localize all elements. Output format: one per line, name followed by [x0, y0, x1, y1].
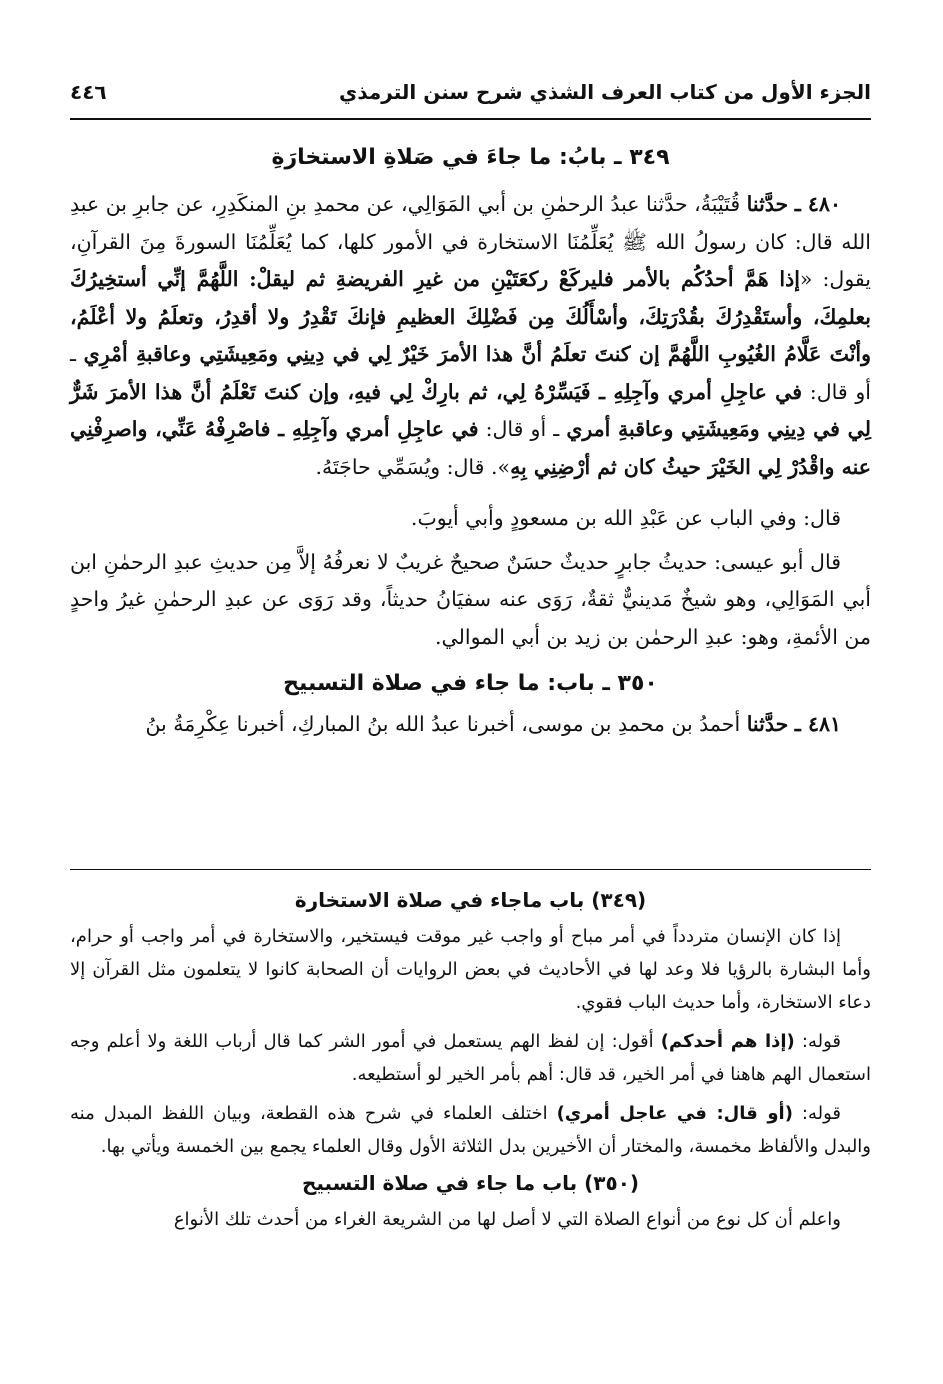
main-text-block: [70, 136, 871, 744]
commentary-rule: [70, 869, 871, 870]
hadith-481-number: ٤٨١ ـ: [794, 712, 841, 736]
page-number: ٤٤٦: [70, 80, 107, 104]
or-said-2: ـ أو قال:: [478, 417, 567, 441]
abu-isa-paragraph: قال أبو عيسى: حديثُ جابرٍ حديثٌ حسَنٌ صحيحٌ غريبٌ لا نعرفُهُ إلاَّ مِن حديثِ عبدِ الرحمٰنِ ابن أبي المَوَالِي، وهو شيخٌ مَدينيٌّ ثقةٌ، رَوَى عنه سفيَانُ حديثاً، وقد رَوَى عن عبدِ الرحمٰنِ غيرُ واحدٍ من الأئمةِ، وهو: عبدِ الرحمٰن بن زيد بن أبي الموالي.: [70, 549, 871, 649]
note-2-lead: قوله:: [794, 1031, 841, 1052]
note-paragraph-4: واعلم أن كل نوع من أنواع الصلاة التي لا أصل لها من الشريعة الغراء من أحدث تلك الأنواع: [173, 1209, 841, 1230]
dua-part-4: في عاجِلِ أمري وآجِلِهِ ـ فاصْرِفْهُ عَنِّي، واصرِفْنِي عنه واقْدُرْ لِي الخَيْرَ حيثُ كان ثم أرْضِنِي بِهِ: [70, 417, 871, 479]
note-2-quote: (إذا هم أحدكم): [660, 1031, 795, 1052]
running-title: الجزء الأول من كتاب العرف الشذي شرح سنن الترمذي: [339, 80, 871, 104]
note-3-lead: قوله:: [792, 1103, 842, 1124]
hadith-481-haddathana: حدَّثنا: [746, 712, 789, 736]
note-heading-350: (٣٥٠) باب ما جاء في صلاة التسبيح: [301, 1171, 640, 1195]
running-header: [70, 72, 871, 112]
hadith-480-ending: ». قال: ويُسَمِّي حاجَتَهُ.: [315, 454, 511, 479]
note-2-body: أقول: إن لفظ الهم يستعمل في أمور الشر كما قال أرباب اللغة ولا أعلم وجه استعمال الهم هاهنا في أمر الخير، قد قال: أهم بأمر الخير لو أستطيعه.: [70, 1031, 871, 1085]
hadith-480-number: ٤٨٠ ـ: [794, 192, 841, 216]
note-3-body: اختلف العلماء في شرح هذه القطعة، وبيان اللفظ المبدل منه والبدل والألفاظ مخمسة، والمختار أن الأخيرين بدل الثلاثة الأول وقال العلماء يجمع بين الخمسة ويأتي بها.: [70, 1103, 871, 1157]
hadith-480-haddathana: حدَّثنا: [746, 192, 789, 216]
note-paragraph-1: إذا كان الإنسان متردداً في أمر مباح أو واجب غير موقت فيستخير، والاستخارة في أمر واجب أو حرام، وأما البشارة بالرؤيا فلا وعد لها في الأحاديث في بعض الروايات أن الصحابة كانوا لا يتعلمون مثل القرآن إلا دعاء الاستخارة، وأما حديث الباب فقوي.: [70, 926, 871, 1013]
chapter-350-title: ٣٥٠ ـ باب: ما جاء في صلاة التسبيح: [283, 671, 658, 696]
note-paragraph-2: [70, 1025, 871, 1091]
dua-part-3: ـ فَيَسِّرْهُ لِي، ثم بارِكْ لِي فيهِ، وإن كنتَ تَعْلَمُ أنَّ هذا الأمرَ شَرٌّ لِي في دِينِي ومَعِيشَتِي وعاقبةِ أمري: [70, 379, 872, 441]
hadith-480-isnad: قُتَيْبَةُ، حدَّثنا عبدُ الرحمٰنِ بن أبي المَوَالِي، عن محمدِ بنِ المنكَدِرِ، عن جابرِ بن عبدِ الله قال: كان رسولُ الله ﷺ يُعَلِّمُنَا الاستخارة في الأمور كلها، كما يُعَلِّمُنَا السورةَ مِنَ القرآنِ، يقول: «: [70, 192, 871, 291]
bab-note-paragraph: قال: وفي الباب عن عَبْدِ الله بن مسعودٍ وأبي أيوبَ.: [410, 506, 841, 530]
note-3-quote: (أو قال: في عاجل أمري): [556, 1103, 793, 1124]
commentary-block: [70, 880, 871, 1236]
hadith-480-paragraph: [70, 186, 871, 486]
or-said-1: ـ أو قال:: [70, 342, 871, 404]
hadith-481-paragraph: [70, 706, 871, 744]
hadith-481-isnad: أحمدُ بن محمدِ بن موسى، أخبرنا عبدُ الله بنُ المباركِ، أخبرنا عِكْرِمَةُ بنُ: [145, 712, 741, 736]
note-heading-349: (٣٤٩) باب ماجاء في صلاة الاستخارة: [294, 888, 647, 912]
note-paragraph-3: [70, 1097, 871, 1163]
dua-part-1: إذا هَمَّ أحدُكُم بالأمر فليركَعْ ركعَتَيْنِ من غيرِ الفريضةِ ثم ليقلْ: اللَّهُمَّ إنِّي أستخِيرُكَ بعلمِكَ، وأستَقْدِرُكَ بقُدْرَتِكَ، وأسْأَلُكَ مِن فَضْلِكَ العظيمِ فإنكَ تَقْدِرُ ولا أقدِرُ، وتعلَمُ ولا أعْلَمُ، وأنْتَ عَلَّامُ الغُيُوبِ اللَّهُمَّ إن كنتَ تعلَمُ أنَّ هذا الأمرَ خَيْرٌ لِي في دِينِي ومَعِيشَتِي وعاقبةِ أمْرِي: [70, 267, 872, 366]
chapter-349-title: ٣٤٩ ـ بابُ: ما جاءَ في صَلاةِ الاستخارَةِ: [271, 145, 670, 170]
header-rule: [70, 118, 871, 120]
dua-part-2: في عاجِلِ أمري وآجِلِهِ: [613, 379, 803, 404]
